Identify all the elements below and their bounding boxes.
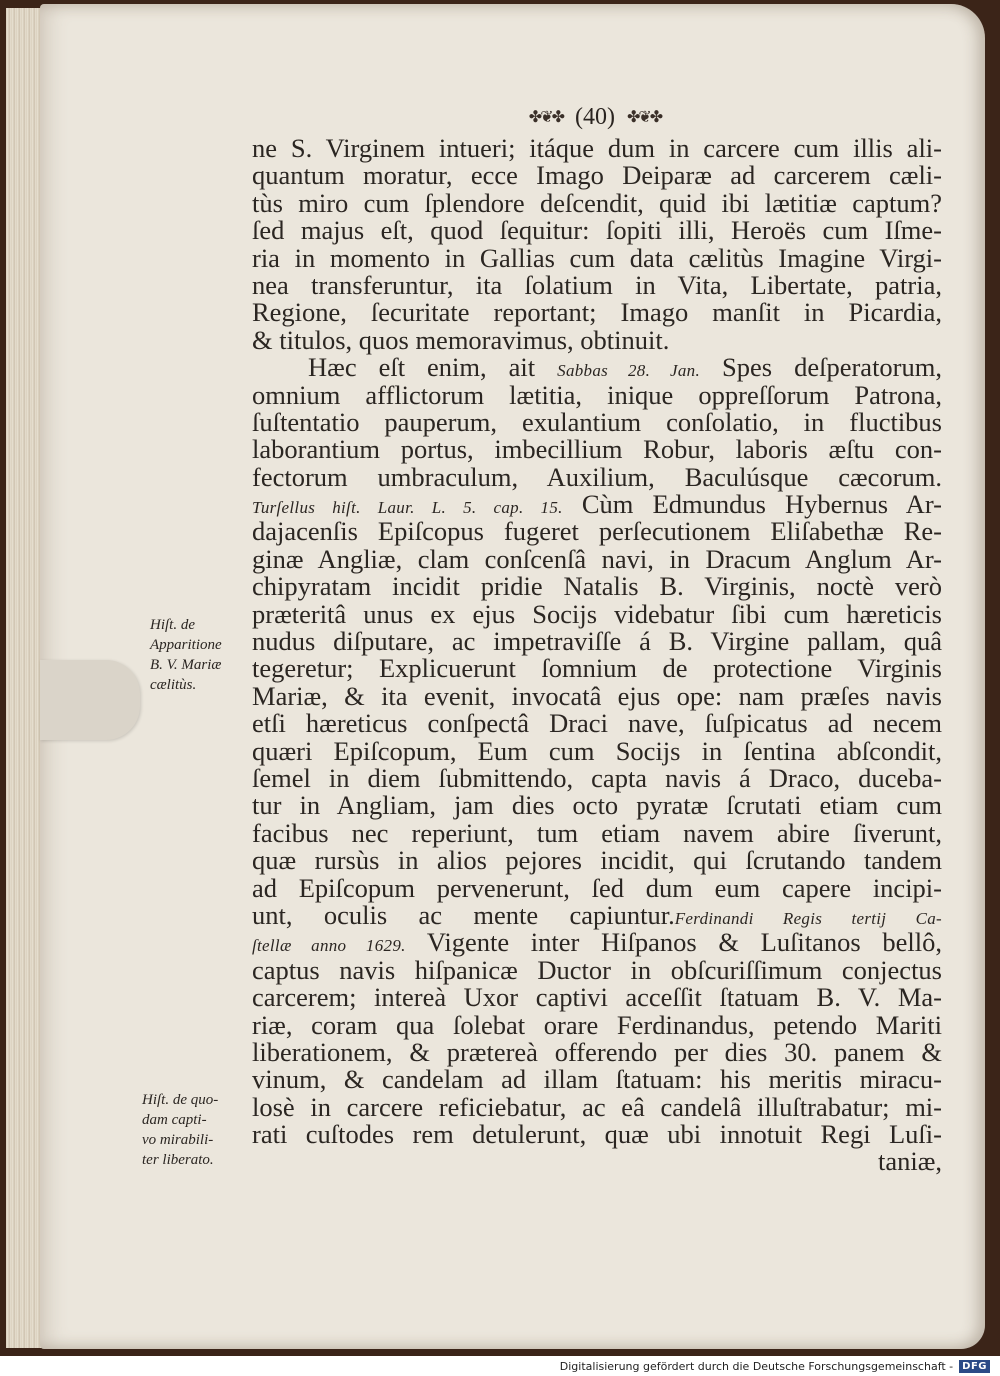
text-line: dajacenſis Epiſcopus fugeret perſecutionem Eliſabethæ Re- <box>252 516 942 547</box>
text-segment: unt, oculis ac mente capiuntur. <box>252 899 675 930</box>
ornament-left-icon: ✤❦✤ <box>528 109 563 126</box>
text-line: quæ rursùs in alios pejores incidit, qui ſcrutando tandem <box>252 845 942 876</box>
text-line: ſed majus eſt, quod ſequitur: ſopiti illi, Heroës cum Iſme- <box>252 215 942 246</box>
text-line: laborantium portus, imbecillium Robur, laboris æſtu con- <box>252 434 942 465</box>
text-line: nudus diſputare, ac impetraviſſe á B. Virgine pallam, quâ <box>252 626 942 657</box>
margin-note-line: Hiſt. de <box>150 617 195 633</box>
bookmark-tab <box>40 660 140 740</box>
text-segment: Cùm Edmundus Hybernus Ar- <box>562 489 942 520</box>
margin-note-line: dam capti- <box>142 1112 207 1128</box>
text-line: nea transferuntur, ita ſolatium in Vita, Libertate, patria, <box>252 269 942 300</box>
text-line: ad Epiſcopum pervenerunt, ſed dum eum capere incipi- <box>252 872 942 903</box>
margin-note-line: B. V. Mariæ <box>150 657 222 673</box>
margin-note-captive <box>142 1090 218 1170</box>
text-line: præteritâ unus ex ejus Socijs videbatur ſibi cum hæreticis <box>252 598 942 629</box>
page-number: (40) <box>575 103 615 130</box>
margin-note-line: Apparitione <box>150 637 222 653</box>
text-line: ginæ Angliæ, clam conſcenſâ navi, in Dracum Anglum Ar- <box>252 543 942 574</box>
digitization-footer <box>0 1356 1000 1376</box>
text-line: omnium afflictorum lætitia, inique oppreſſorum Patrona, <box>252 379 942 410</box>
text-line: riæ, coram qua ſolebat orare Ferdinandus, petendo Mariti <box>252 1009 942 1040</box>
text-line: ne S. Virginem intueri; itáque dum in carcere cum illis ali- <box>252 133 942 163</box>
text-line: ſuſtentatio pauperum, exulantium conſolatio, in fluctibus <box>252 406 942 437</box>
text-segment: Spes deſperatorum, <box>700 352 942 383</box>
text-line: fectorum umbraculum, Auxilium, Baculúsque cæcorum. <box>252 461 942 492</box>
text-line: tegeretur; Explicuerunt ſomnium de protectione Virginis <box>252 653 942 684</box>
text-line: quæri Epiſcopum, Eum cum Socijs in ſentina abſcondit, <box>252 735 942 766</box>
margin-note-apparition <box>150 615 222 695</box>
catchword-line: taniæ, <box>877 1146 942 1177</box>
text-line: vinum, & candelam ad illam ſtatuam: his meritis miracu- <box>252 1064 942 1095</box>
dfg-logo-icon: DFG <box>959 1360 990 1373</box>
margin-note-line: cælitùs. <box>150 677 197 693</box>
citation: Ferdinandi Regis tertij Ca- <box>674 908 942 928</box>
citation-line <box>252 491 942 518</box>
text-line: rati cuſtodes rem detulerunt, quæ ubi innotuit Regi Luſi- <box>252 1119 942 1150</box>
text-line: & titulos, quos memoravimus, obtinuit. <box>252 324 670 355</box>
margin-note-line: ter liberato. <box>142 1152 214 1168</box>
citation: ſtellæ anno 1629. <box>252 936 406 956</box>
text-line: Regione, ſecuritate reportant; Imago manſit in Picardia, <box>252 297 942 328</box>
text-segment: Vigente inter Hiſpanos & Luſitanos bellô, <box>405 927 942 958</box>
text-line: ria in momento in Gallias cum data cælitùs Imagine Virgi- <box>252 242 942 273</box>
text-line: etſi hæreticus conſpectâ Draci nave, ſuſpicatus ad necem <box>252 708 942 739</box>
footer-text: Digitalisierung gefördert durch die Deutsche Forschungsgemeinschaft - <box>559 1359 954 1373</box>
text-line: ſemel in diem ſubmittendo, capta navis á Draco, duceba- <box>252 762 942 793</box>
text-line: carcerem; intereà Uxor captivi acceſſit ſtatuam B. V. Ma- <box>252 982 942 1013</box>
text-line: chipyratam incidit pridie Natalis B. Virginis, noctè verò <box>252 571 942 602</box>
text-line: quantum moratur, ecce Imago Deiparæ ad carcerem cæli- <box>252 160 942 191</box>
paragraph-start-line <box>252 354 942 381</box>
text-line: liberationem, & prætereà offerendo per dies 30. panem & <box>252 1036 942 1067</box>
text-line: Mariæ, & ita evenit, invocatâ ejus ope: nam præſes navis <box>252 680 942 711</box>
page-header <box>500 100 690 134</box>
margin-note-line: vo mirabili- <box>142 1132 214 1148</box>
citation: Turſellus hiſt. Laur. L. 5. cap. 15. <box>252 498 563 518</box>
citation: Sabbas 28. Jan. <box>557 361 701 381</box>
text-line: tur in Angliam, jam dies octo pyratæ ſcrutati etiam cum <box>252 790 942 821</box>
citation-line <box>252 929 942 956</box>
text-line: facibus nec reperiunt, tum etiam navem abire ſiverunt, <box>252 817 942 848</box>
citation-line <box>252 899 942 930</box>
ornament-right-icon: ✤❦✤ <box>626 109 662 126</box>
text-line: losè in carcere reficiebatur, ac eâ candelâ illuſtrabatur; mi- <box>252 1091 942 1122</box>
text-line: captus navis hiſpanicæ Ductor in obſcuriſſimum conjectus <box>252 954 942 985</box>
margin-note-line: Hiſt. de quo- <box>142 1092 219 1108</box>
text-line: tùs miro cum ſplendore deſcendit, quid ibi lætitiæ captum? <box>252 187 942 218</box>
main-text <box>252 135 942 1176</box>
text-segment: Hæc eſt enim, ait <box>308 352 558 383</box>
